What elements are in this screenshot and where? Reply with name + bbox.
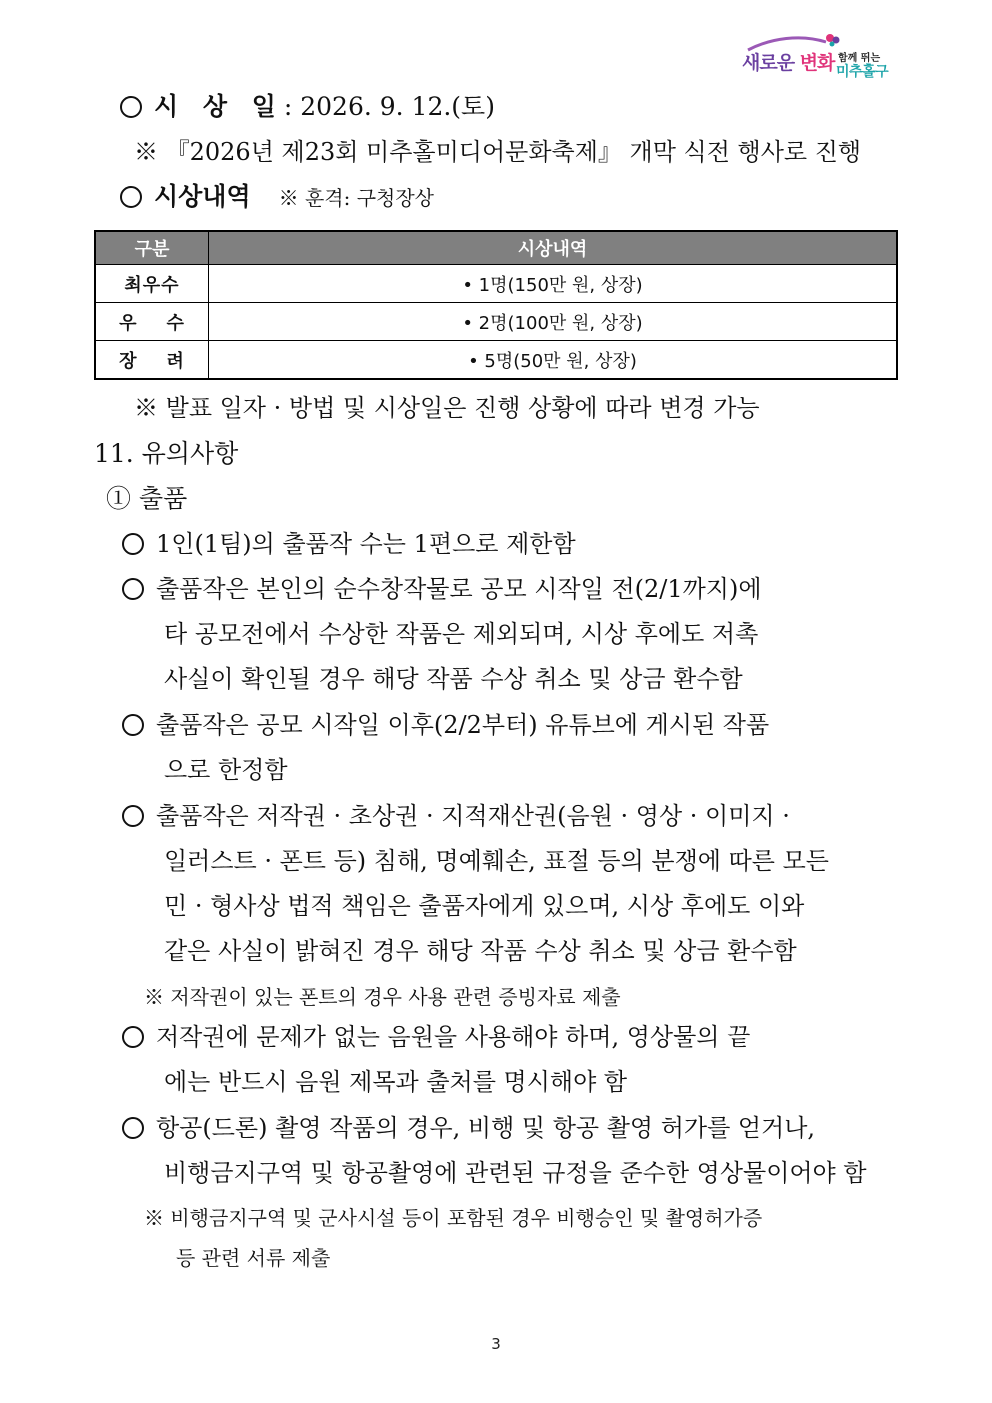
circle-bullet-icon [120,186,142,208]
notice-item-continuation: 민 · 형사상 법적 책임은 출품자에게 있으며, 시상 후에도 이와 [164,892,805,920]
award-date-value: : 2026. 9. 12.(토) [283,92,495,121]
circle-bullet-icon [122,805,144,827]
notice-item-continuation: 사실이 확인될 경우 해당 작품 수상 취소 및 상금 환수함 [164,665,743,693]
notice-item-continuation: 비행금지구역 및 항공촬영에 관련된 규정을 준수한 영상물이어야 함 [164,1159,867,1187]
circle-bullet-icon [122,1026,144,1048]
logo-text-part2: 변화 [799,52,835,74]
award-details-label: 시상내역 [154,182,251,211]
table-row [95,341,897,380]
table-cell-detail: • 5명(50만 원, 상장) [209,341,898,380]
notice-item [122,1022,750,1052]
table-header-category: 구분 [95,231,209,265]
circle-bullet-icon [122,1117,144,1139]
table-cell-detail: • 2명(100만 원, 상장) [209,303,898,341]
award-date-label: 시 상 일 [154,92,284,121]
notice-item-text: 항공(드론) 촬영 작품의 경우, 비행 및 항공 촬영 허가를 얻거나, [156,1114,816,1142]
award-details-note: ※ 훈격: 구청장상 [278,186,434,210]
circle-bullet-icon [120,96,142,118]
notice-item [122,574,762,604]
notice-item-note: ※ 비행금지구역 및 군사시설 등이 포함된 경우 비행승인 및 촬영허가증 [144,1206,763,1230]
notice-item-continuation: 같은 사실이 밝혀진 경우 해당 작품 수상 취소 및 상금 환수함 [164,937,797,965]
notice-item-note-continuation: 등 관련 서류 제출 [176,1246,331,1270]
table-header-detail: 시상내역 [209,231,898,265]
notice-item [122,801,790,831]
notice-item-continuation: 일러스트 · 폰트 등) 침해, 명예훼손, 표절 등의 분쟁에 따른 모든 [164,847,829,875]
notice-item-text: 저작권에 문제가 없는 음원을 사용해야 하며, 영상물의 끝 [156,1023,751,1051]
logo-tagline-bottom: 미추홀구 [836,64,889,80]
notice-item [122,529,576,559]
award-details-line [120,182,434,213]
notice-item-continuation: 에는 반드시 음원 제목과 출처를 명시해야 함 [164,1068,628,1096]
table-header-row [95,231,897,265]
notice-item-continuation: 으로 한정함 [164,756,288,784]
table-cell-category: 우 수 [95,303,209,341]
notice-item [122,1113,815,1143]
circle-bullet-icon [122,578,144,600]
logo-tagline-top: 함께 뛰는 [838,53,881,64]
notice-item [122,710,769,740]
award-date-note: ※ 『2026년 제23회 미추홀미디어문화축제』 개막 식전 행사로 진행 [134,138,862,166]
subsection-title: ① 출품 [106,484,188,513]
notice-item-text: 1인(1팀)의 출품작 수는 1편으로 제한함 [156,530,576,558]
award-footnote: ※ 발표 일자 · 방법 및 시상일은 진행 상황에 따라 변경 가능 [134,394,760,422]
page-number: 3 [491,1335,501,1353]
table-cell-detail: • 1명(150만 원, 상장) [209,265,898,303]
district-logo [740,30,900,80]
logo-main-text [742,48,834,75]
award-date-line [120,92,495,122]
circle-bullet-icon [122,714,144,736]
notice-item-continuation: 타 공모전에서 수상한 작품은 제외되며, 시상 후에도 저촉 [164,620,759,648]
notice-item-text: 출품작은 저작권 · 초상권 · 지적재산권(음원 · 영상 · 이미지 · [156,802,790,830]
notice-item-note: ※ 저작권이 있는 폰트의 경우 사용 관련 증빙자료 제출 [144,985,621,1009]
section-title: 11. 유의사항 [94,439,239,468]
table-cell-category: 최우수 [95,265,209,303]
table-row [95,265,897,303]
notice-item-text: 출품작은 공모 시작일 이후(2/2부터) 유튜브에 게시된 작품 [156,711,770,739]
table-row [95,303,897,341]
logo-text-part1: 새로운 [742,52,800,74]
table-cell-category: 장 려 [95,341,209,380]
awards-table [94,230,898,380]
notice-item-text: 출품작은 본인의 순수창작물로 공모 시작일 전(2/1까지)에 [156,575,762,603]
circle-bullet-icon [122,533,144,555]
